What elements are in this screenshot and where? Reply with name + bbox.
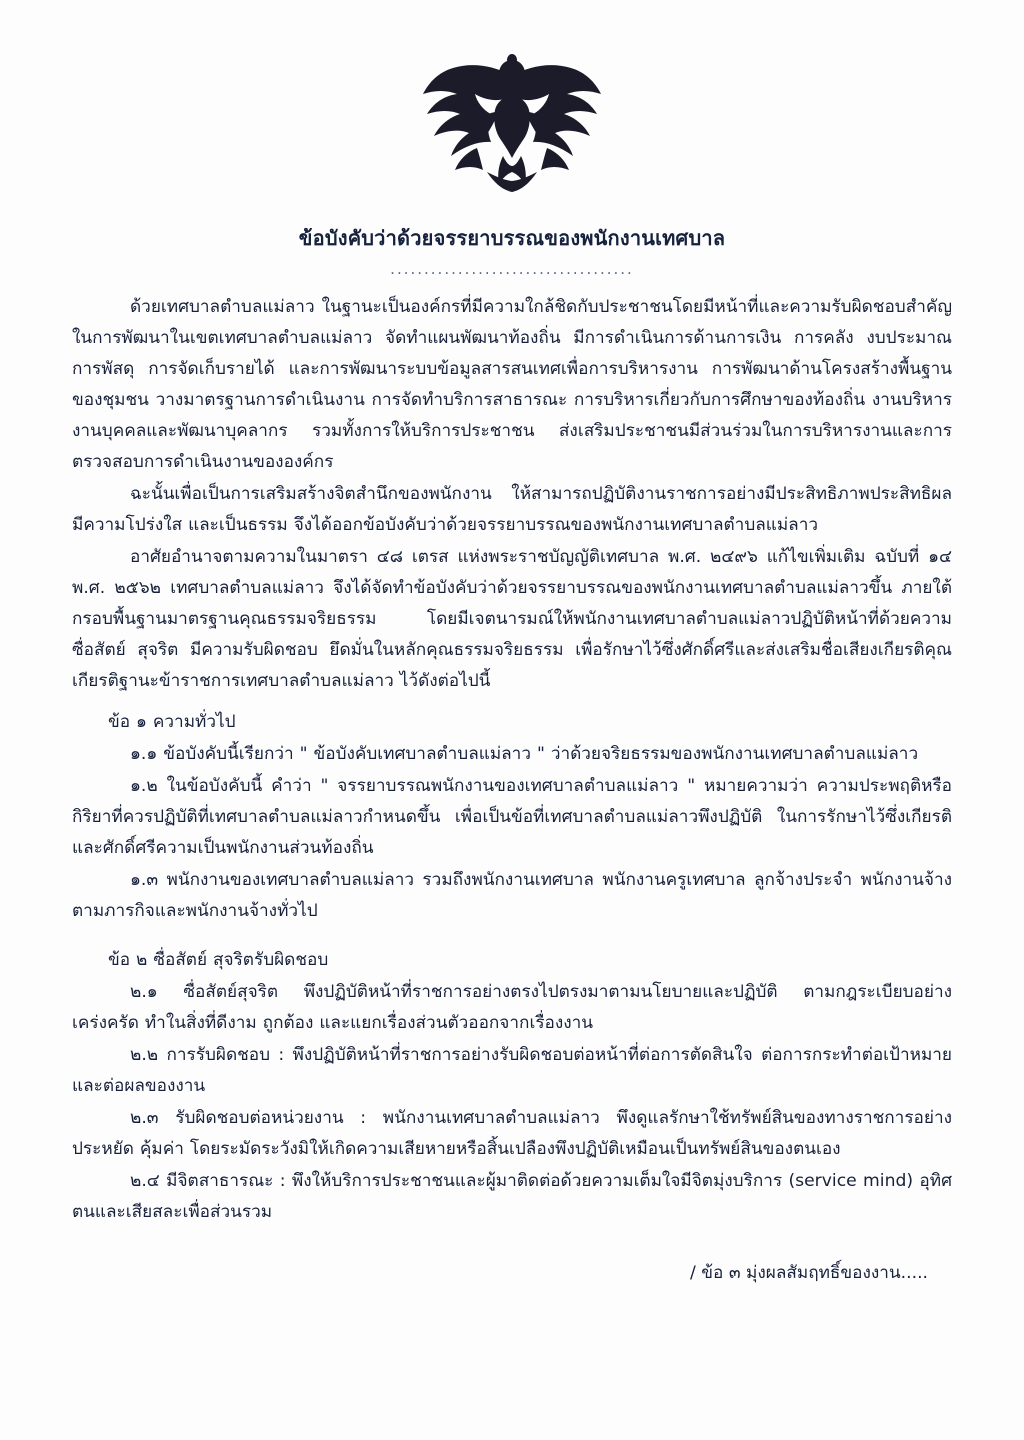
section-heading-1: ข้อ ๑ ความทั่วไป [108, 712, 236, 732]
clause-2-4: ๒.๔ มีจิตสาธารณะ : พึงให้บริการประชาชนและผู้มาติดต่อด้วยความเต็มใจมีจิตมุ่งบริการ (service mind) อุทิศตนและเสียสละเพื่อส่วนรวม [72, 1171, 952, 1222]
section-heading-2: ข้อ ๒ ซื่อสัตย์ สุจริตรับผิดชอบ [108, 950, 329, 970]
document-body [0, 292, 1024, 1228]
clause-2-2: ๒.๒ การรับผิดชอบ : พึงปฏิบัติหน้าที่ราชการอย่างรับผิดชอบต่อหน้าที่ต่อการตัดสินใจ ต่อการกระทำต่อเป้าหมายและต่อผลของงาน [72, 1045, 952, 1096]
clause-1-3: ๑.๓ พนักงานของเทศบาลตำบลแม่ลาว รวมถึงพนักงานเทศบาล พนักงานครูเทศบาล ลูกจ้างประจำ พนักงานจ้างตามภารกิจและพนักงานจ้างทั่วไป [72, 870, 952, 921]
paragraph-intro-1: ด้วยเทศบาลตำบลแม่ลาว ในฐานะเป็นองค์กรที่มีความใกล้ชิดกับประชาชนโดยมีหน้าที่และความรับผิดชอบสำคัญในการพัฒนาในเขตเทศบาลตำบลแม่ลาว จัดทำแผนพัฒนาท้องถิ่น มีการดำเนินการด้านการเงิน การคลัง งบประมาณ การพัสดุ การจัดเก็บรายได้ และการพัฒนาระบบข้อมูลสารสนเทศเพื่อการบริหารงาน การพัฒนาด้านโครงสร้างพื้นฐานของชุมชน วางมาตรฐานการดำเนินงาน การจัดทำบริการสาธารณะ การบริหารเกี่ยวกับการศึกษาของท้องถิ่น งานบริหารงานบุคคลและพัฒนาบุคลากร รวมทั้งการให้บริการประชาชน ส่งเสริมประชาชนมีส่วนร่วมในการบริหารงานและการตรวจสอบการดำเนินงานขององค์กร [72, 297, 952, 472]
clause-1-1: ๑.๑ ข้อบังคับนี้เรียกว่า " ข้อบังคับเทศบาลตำบลแม่ลาว " ว่าด้วยจริยธรรมของพนักงานเทศบาลตำบลแม่ลาว [130, 744, 919, 764]
clause-2-3: ๒.๓ รับผิดชอบต่อหน่วยงาน : พนักงานเทศบาลตำบลแม่ลาว พึงดูแลรักษาใช้ทรัพย์สินของทางราชการอย่างประหยัด คุ้มค่า โดยระมัดระวังมิให้เกิดความเสียหายหรือสิ้นเปลืองพึงปฏิบัติเหมือนเป็นทรัพย์สินของตนเอง [72, 1108, 952, 1159]
clause-1-2: ๑.๒ ในข้อบังคับนี้ คำว่า " จรรยาบรรณพนักงานของเทศบาลตำบลแม่ลาว " หมายความว่า ความประพฤติหรือกิริยาที่ควรปฏิบัติที่เทศบาลตำบลแม่ลาวกำหนดขึ้น เพื่อเป็นข้อที่เทศบาลตำบลแม่ลาวพึงปฏิบัติ ในการรักษาไว้ซึ่งเกียรติและศักดิ์ศรีความเป็นพนักงานส่วนท้องถิ่น [72, 776, 952, 858]
page-title: ข้อบังคับว่าด้วยจรรยาบรรณของพนักงานเทศบาล [298, 226, 726, 250]
continuation-note: / ข้อ ๓ มุ่งผลสัมฤทธิ์ของงาน..... [690, 1263, 928, 1283]
garuda-emblem [0, 0, 1024, 200]
paragraph-legal-basis: อาศัยอำนาจตามความในมาตรา ๔๘ เตรส แห่งพระราชบัญญัติเทศบาล พ.ศ. ๒๔๙๖ แก้ไขเพิ่มเติม ฉบับที่ ๑๔ พ.ศ. ๒๕๖๒ เทศบาลตำบลแม่ลาว จึงได้จัดทำข้อบังคับว่าด้วยจรรยาบรรณของพนักงานเทศบาลตำบลแม่ลาวขึ้น ภายใต้กรอบพื้นฐานมาตรฐานคุณธรรมจริยธรรม โดยมีเจตนารมณ์ให้พนักงานเทศบาลตำบลแม่ลาวปฏิบัติหน้าที่ด้วยความซื่อสัตย์ สุจริต มีความรับผิดชอบ ยึดมั่นในหลักคุณธรรมจริยธรรม เพื่อรักษาไว้ซึ่งศักดิ์ศรีและส่งเสริมชื่อเสียงเกียรติคุณ เกียรติฐานะข้าราชการเทศบาลตำบลแม่ลาว ไว้ดังต่อไปนี้ [72, 547, 952, 691]
title-divider: .................................... [390, 260, 634, 278]
paragraph-intro-2: ฉะนั้นเพื่อเป็นการเสริมสร้างจิตสำนึกของพนักงาน ให้สามารถปฏิบัติงานราชการอย่างมีประสิทธิภาพประสิทธิผล มีความโปร่งใส และเป็นธรรม จึงได้ออกข้อบังคับว่าด้วยจรรยาบรรณของพนักงานเทศบาลตำบลแม่ลาว [72, 484, 952, 535]
clause-2-1: ๒.๑ ซื่อสัตย์สุจริต พึงปฏิบัติหน้าที่ราชการอย่างตรงไปตรงมาตามนโยบายและปฏิบัติ ตามกฎระเบียบอย่างเคร่งครัด ทำในสิ่งที่ดีงาม ถูกต้อง และแยกเรื่องส่วนตัวออกจากเรื่องงาน [72, 982, 952, 1033]
